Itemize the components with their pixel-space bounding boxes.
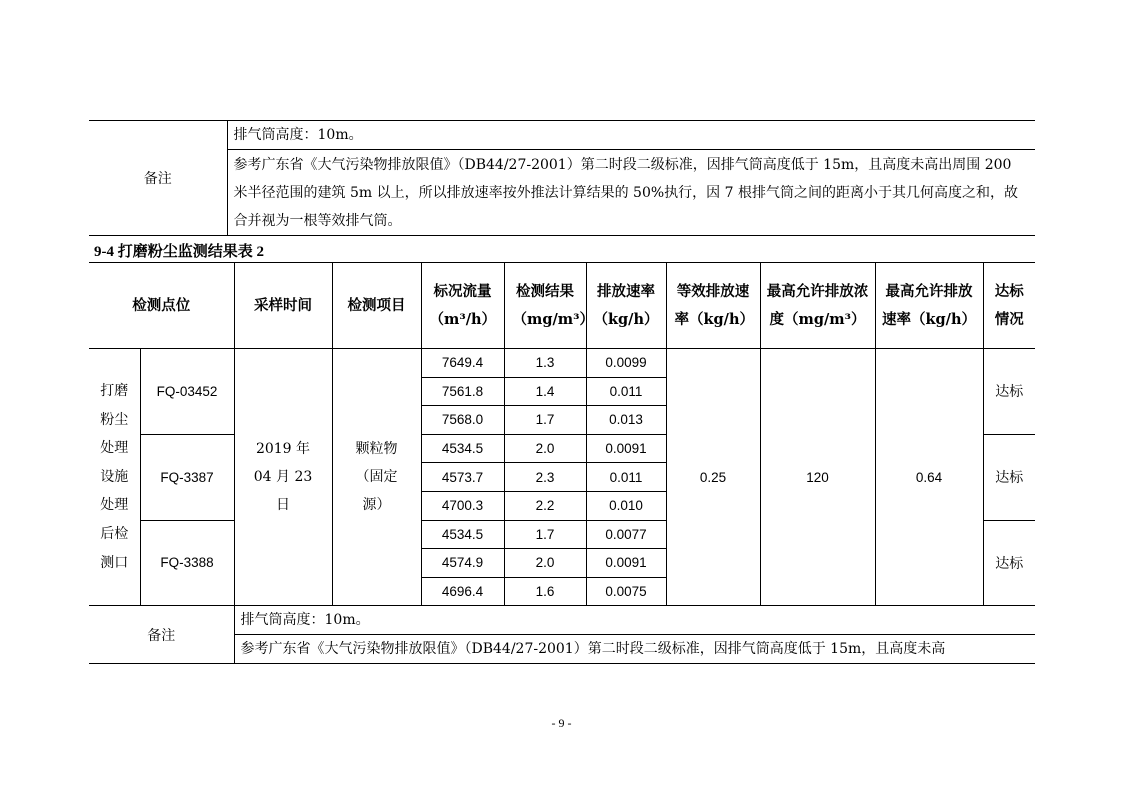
rate-cell: 0.0075 — [586, 577, 666, 606]
outlet-cell: FQ-3388 — [140, 520, 234, 606]
rate-cell: 0.010 — [586, 491, 666, 520]
outlet-cell: FQ-3387 — [140, 434, 234, 520]
result-cell: 1.3 — [504, 349, 586, 378]
page-number: - 9 - — [551, 716, 572, 730]
flow-cell: 4574.9 — [421, 549, 504, 578]
header-rate: 排放速率（kg/h） — [586, 263, 666, 349]
remarks-label: 备注 — [89, 121, 227, 236]
results-table — [89, 262, 1035, 664]
header-status: 达标情况 — [983, 263, 1035, 349]
flow-cell: 4534.5 — [421, 434, 504, 463]
rate-cell: 0.0077 — [586, 520, 666, 549]
result-cell: 1.4 — [504, 377, 586, 406]
remarks-standard: 参考广东省《大气污染物排放限值》（DB44/27-2001）第二时段二级标准，因排气筒高度低于 15m，且高度未高出周围 200 米半径范围的建筑 5m 以上，所以排放速率按外推法计算结果的 50%执行，因 7 根排气筒之间的距离小于其几何高度之和，故合并视为一根等效排气筒。 — [227, 150, 1035, 236]
rate-cell: 0.013 — [586, 406, 666, 435]
header-row — [89, 263, 1035, 349]
header-max-rate: 最高允许排放速率（kg/h） — [875, 263, 983, 349]
top-remarks-table — [89, 120, 1035, 236]
result-cell: 1.7 — [504, 406, 586, 435]
max-conc-cell: 120 — [760, 349, 875, 606]
rate-cell: 0.011 — [586, 463, 666, 492]
flow-cell: 7568.0 — [421, 406, 504, 435]
location-cell: 打磨粉尘处理设施处理后检测口 — [89, 349, 140, 606]
status-cell: 达标 — [983, 434, 1035, 520]
rate-cell: 0.0099 — [586, 349, 666, 378]
table-row — [89, 349, 1035, 378]
result-cell: 2.0 — [504, 434, 586, 463]
rate-cell: 0.0091 — [586, 434, 666, 463]
flow-cell: 4700.3 — [421, 491, 504, 520]
result-cell: 1.6 — [504, 577, 586, 606]
remarks-label: 备注 — [89, 606, 234, 664]
header-time: 采样时间 — [234, 263, 332, 349]
status-cell: 达标 — [983, 520, 1035, 606]
header-equiv-rate: 等效排放速率（kg/h） — [666, 263, 760, 349]
flow-cell: 4534.5 — [421, 520, 504, 549]
header-max-conc: 最高允许排放浓度（mg/m³） — [760, 263, 875, 349]
outlet-cell: FQ-03452 — [140, 349, 234, 435]
section-title: 9-4 打磨粉尘监测结果表 2 — [94, 244, 264, 260]
flow-cell: 7561.8 — [421, 377, 504, 406]
item-cell: 颗粒物（固定源） — [332, 349, 421, 606]
result-cell: 2.0 — [504, 549, 586, 578]
remarks-height: 排气筒高度：10m。 — [227, 121, 1035, 150]
remarks-row — [89, 606, 1035, 635]
remarks-standard: 参考广东省《大气污染物排放限值》（DB44/27-2001）第二时段二级标准，因排气筒高度低于 15m，且高度未高 — [234, 635, 1035, 664]
result-cell: 1.7 — [504, 520, 586, 549]
flow-cell: 4696.4 — [421, 577, 504, 606]
max-rate-cell: 0.64 — [875, 349, 983, 606]
rate-cell: 0.0091 — [586, 549, 666, 578]
sample-time-cell: 2019 年 04 月 23 日 — [234, 349, 332, 606]
result-cell: 2.3 — [504, 463, 586, 492]
flow-cell: 4573.7 — [421, 463, 504, 492]
header-flow: 标况流量（m³/h） — [421, 263, 504, 349]
flow-cell: 7649.4 — [421, 349, 504, 378]
header-point: 检测点位 — [89, 263, 234, 349]
header-result: 检测结果（mg/m³） — [504, 263, 586, 349]
remarks-height: 排气筒高度：10m。 — [234, 606, 1035, 635]
rate-cell: 0.011 — [586, 377, 666, 406]
equiv-rate-cell: 0.25 — [666, 349, 760, 606]
status-cell: 达标 — [983, 349, 1035, 435]
result-cell: 2.2 — [504, 491, 586, 520]
header-item: 检测项目 — [332, 263, 421, 349]
